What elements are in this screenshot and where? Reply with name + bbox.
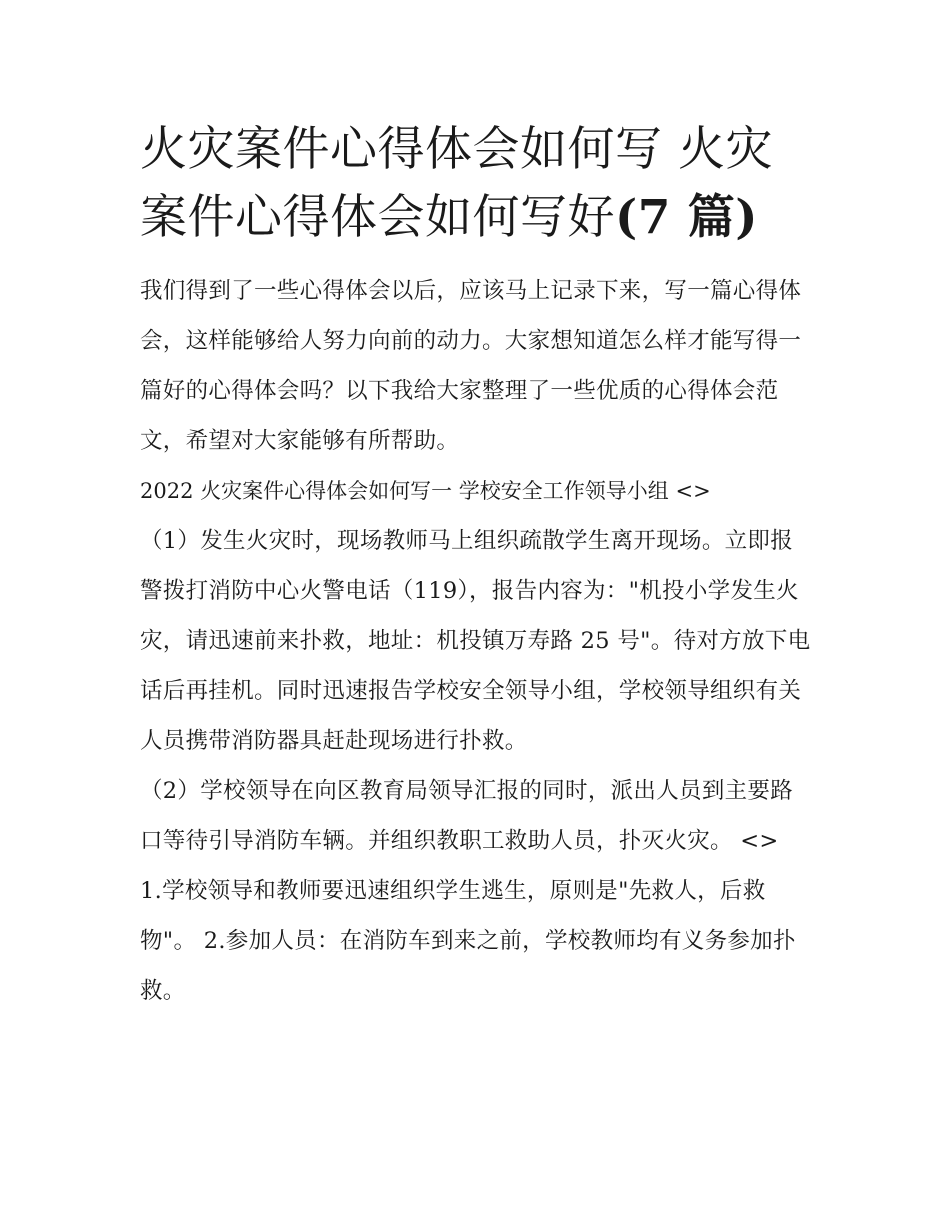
paragraph-item-3: 1.学校领导和教师要迅速组织学生逃生，原则是"先救人，后救物"。 2.参加人员：在消防车到来之前，学校教师均有义务参加扑救。 [140,878,796,1004]
document-title [140,0,815,252]
paragraph-item-2: （2）学校领导在向区教育局领导汇报的同时，派出人员到主要路口等待引导消防车辆。并组织教职工救助人员，扑灭火灾。 <> [140,778,794,854]
document-page [140,0,815,1016]
title-main: 火灾案件心得体会如何写 火灾案件心得体会如何写好 [140,122,773,245]
paragraph-item-1: （1）发生火灾时，现场教师马上组织疏散学生离开现场。立即报警拨打消防中心火警电话（119），报告内容为："机投小学发生火灾，请迅速前来扑救，地址：机投镇万寿路 25 号"。待对方放下电话后再挂机。同时迅速报告学校安全领导小组，学校领导组织有关人员携带消防器具赶赴现场进行扑救。 [140,528,811,754]
section-heading: 2022 火灾案件心得体会如何写一 学校安全工作领导小组 <> [140,479,711,503]
title-suffix: (7 篇) [615,190,759,245]
intro-paragraph: 我们得到了一些心得体会以后，应该马上记录下来，写一篇心得体会，这样能够给人努力向前的动力。大家想知道怎么样才能写得一篇好的心得体会吗？以下我给大家整理了一些优质的心得体会范文，希望对大家能够有所帮助。 [140,278,802,454]
